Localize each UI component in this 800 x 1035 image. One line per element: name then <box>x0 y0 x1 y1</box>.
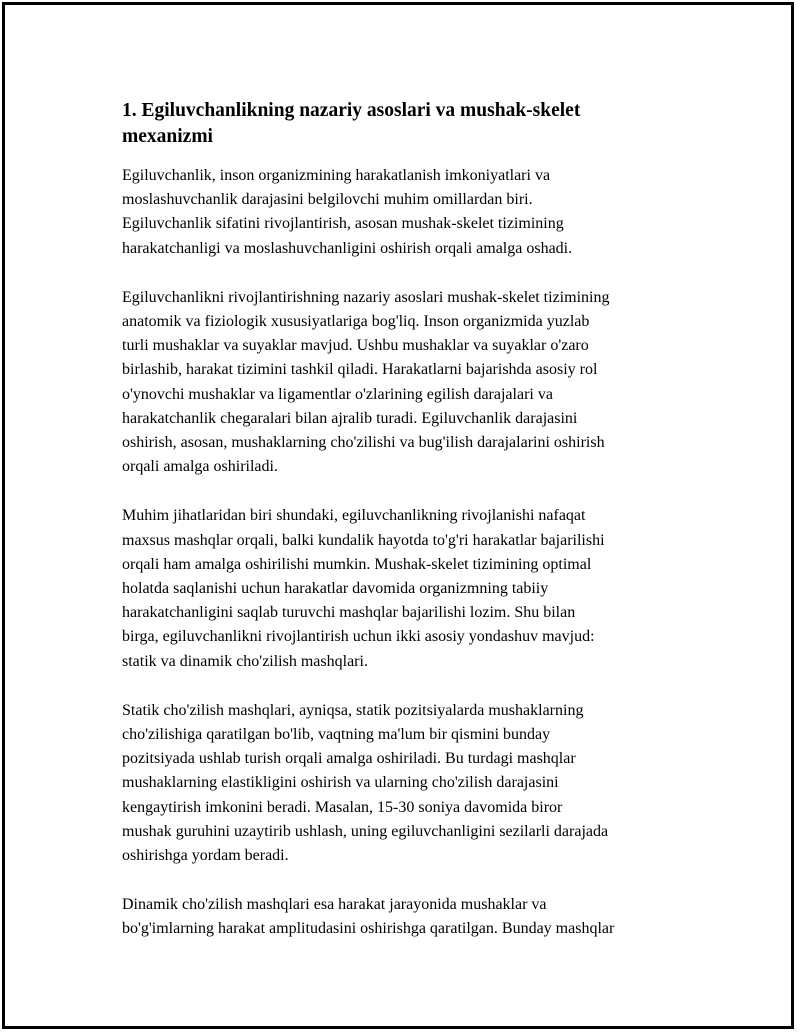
paragraph-2: Egiluvchanlikni rivojlantirishning nazariy asoslari mushak-skelet tizimining anatomik va fiziologik xususiyatlariga bog'liq. Inson organizmida yuzlab turli mushaklar va suyaklar mavjud. Ushbu mushaklar va suyaklar o'zaro birlashib, harakat tizimini tashkil qiladi. Harakatlarni bajarishda asosiy rol o'ynovchi mushaklar va ligamentlar o'zlarining egilish darajalari va harakatchanlik chegaralari bilan ajralib turadi. Egiluvchanlik darajasini oshirish, asosan, mushaklarning cho'zilishi va bug'ilish darajalarini oshirish orqali amalga oshiriladi. <box>122 288 610 476</box>
section-heading: 1. Egiluvchanlikning nazariy asoslari va mushak-skelet mexanizmi <box>122 100 581 147</box>
paragraph-5: Dinamik cho'zilish mashqlari esa harakat jarayonida mushaklar va bo'g'imlarning harakat amplitudasini oshirishga qaratilgan. Bunday mashqlar <box>122 896 615 938</box>
paragraph-1: Egiluvchanlik, inson organizmining harakatlanish imkoniyatlari va moslashuvchanlik darajasini belgilovchi muhim omillardan biri. Egiluvchanlik sifatini rivojlantirish, asosan mushak-skelet tizimining harakatchanligi va moslashuvchanligini oshirish orqali amalga oshadi. <box>122 167 573 257</box>
document-content <box>122 98 694 967</box>
paragraph-4: Statik cho'zilish mashqlari, ayniqsa, statik pozitsiyalarda mushaklarning cho'zilishiga qaratilgan bo'lib, vaqtning ma'lum bir qismini bunday pozitsiyada ushlab turish orqali amalga oshiriladi. Bu turdagi mashqlar mushaklarning elastikligini oshirish va ularning cho'zilish darajasini kengaytirish imkonini beradi. Masalan, 15-30 soniya davomida biror mushak guruhini uzaytirib ushlash, uning egiluvchanligini sezilarli darajada oshirishga yordam beradi. <box>122 701 609 865</box>
paragraph-3: Muhim jihatlaridan biri shundaki, egiluvchanlikning rivojlanishi nafaqat maxsus mashqlar orqali, balki kundalik hayotda to'g'ri harakatlar bajarilishi orqali ham amalga oshirilishi mumkin. Mushak-skelet tizimining optimal holatda saqlanishi uchun harakatlar davomida organizmning tabiiy harakatchanligini saqlab turuvchi mashqlar bajarilishi lozim. Shu bilan birga, egiluvchanlikni rivojlantirish uchun ikki asosiy yondashuv mavjud: statik va dinamik cho'zilish mashqlari. <box>122 507 605 670</box>
document-page <box>2 2 794 1029</box>
